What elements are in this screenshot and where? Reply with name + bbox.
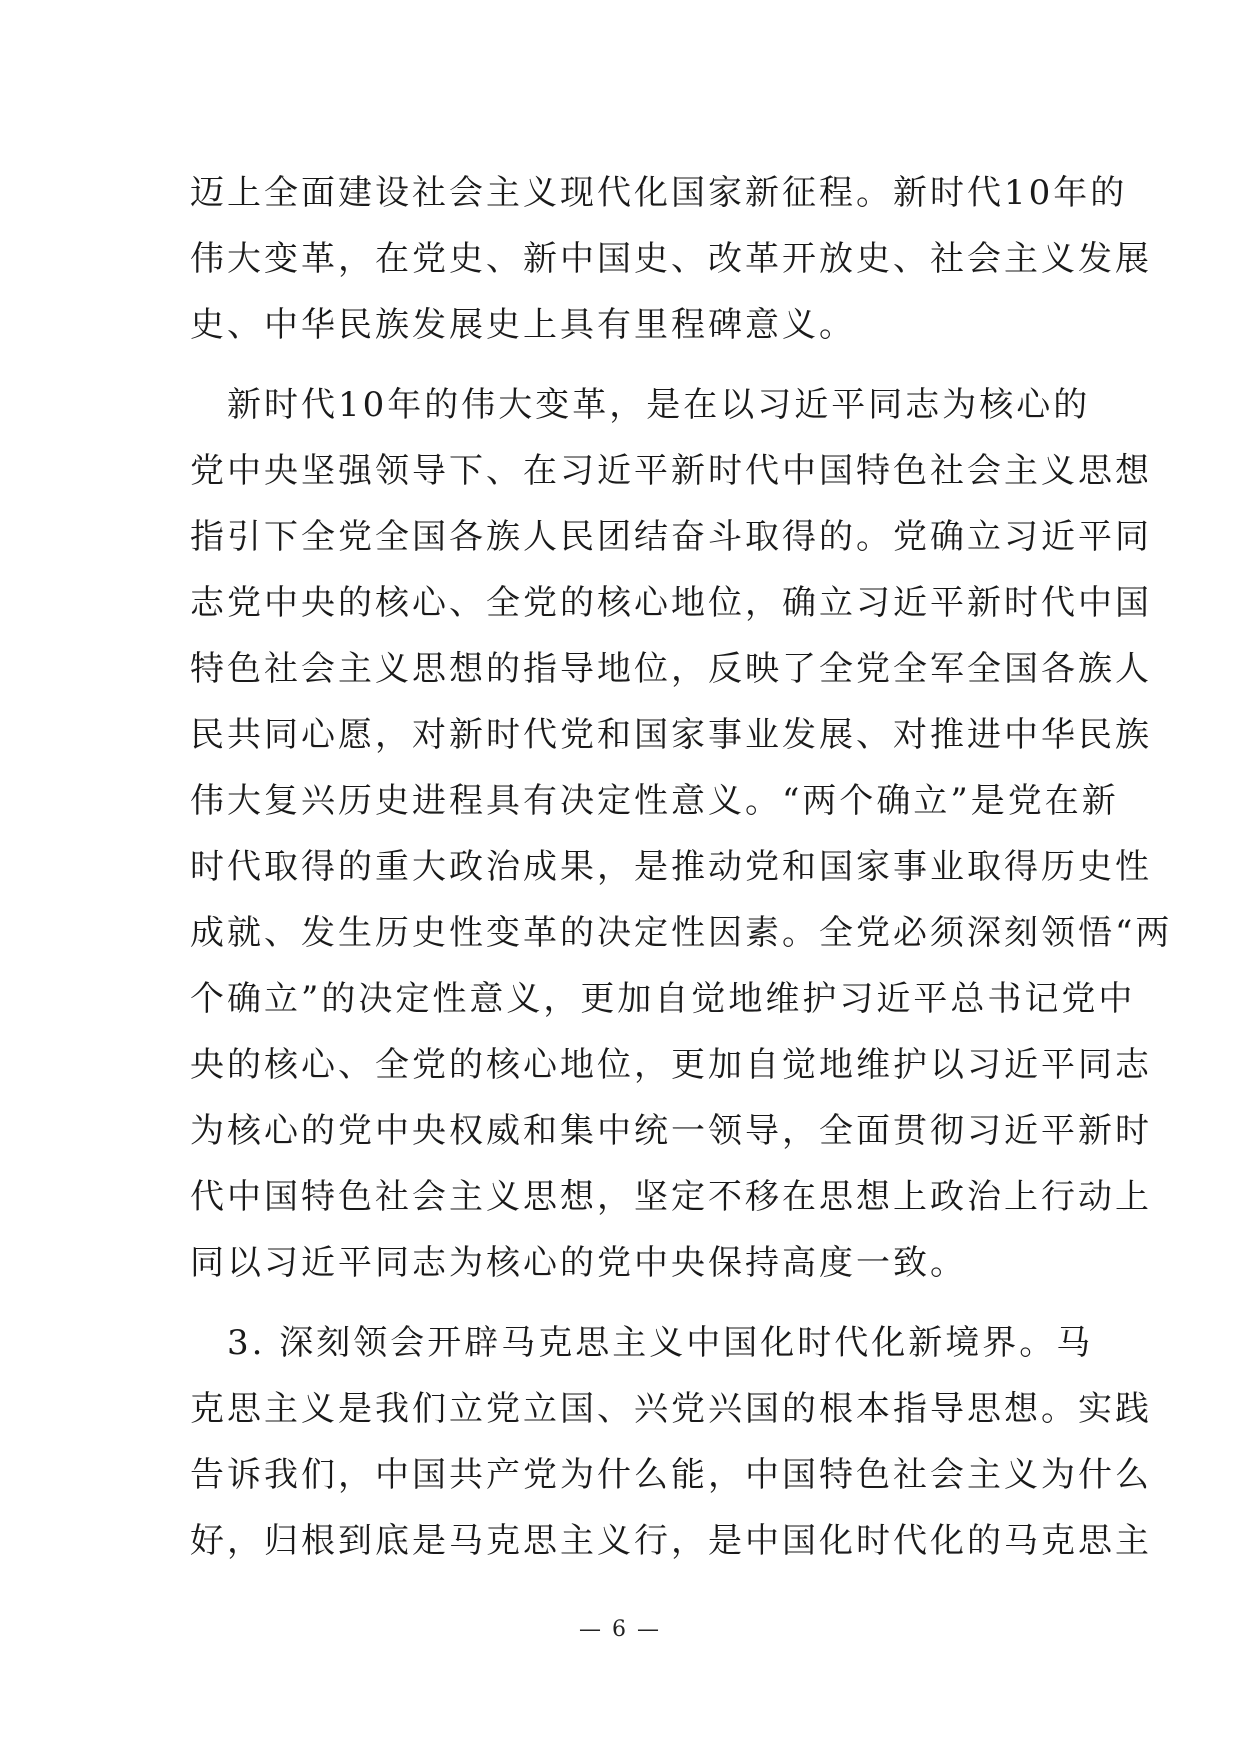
- paragraph-1: [190, 160, 1152, 358]
- text-line: 党中央坚强领导下、在习近平新时代中国特色社会主义思想: [190, 451, 1152, 491]
- paragraph-gap: [190, 358, 1056, 372]
- text-line: 史、中华民族发展史上具有里程碑意义。: [190, 305, 856, 345]
- document-body: [190, 160, 1173, 1574]
- text-line: 民共同心愿，对新时代党和国家事业发展、对推进中华民族: [190, 715, 1152, 755]
- text-line: 迈上全面建设社会主义现代化国家新征程。新时代10年的: [190, 173, 1128, 213]
- text-line: 新时代10年的伟大变革，是在以习近平同志为核心的: [190, 385, 1091, 425]
- text-line: 告诉我们，中国共产党为什么能，中国特色社会主义为什么: [190, 1455, 1152, 1495]
- text-line: 指引下全党全国各族人民团结奋斗取得的。党确立习近平同: [190, 517, 1152, 557]
- text-line: 克思主义是我们立党立国、兴党兴国的根本指导思想。实践: [190, 1389, 1152, 1429]
- page-number: — 6 —: [579, 1617, 661, 1642]
- text-line: 个确立”的决定性意义，更加自觉地维护习近平总书记党中: [190, 979, 1136, 1019]
- text-line: 为核心的党中央权威和集中统一领导，全面贯彻习近平新时: [190, 1111, 1152, 1151]
- text-line: 时代取得的重大政治成果，是推动党和国家事业取得历史性: [190, 847, 1152, 887]
- paragraph-gap: [190, 1296, 1056, 1310]
- text-line: 同以习近平同志为核心的党中央保持高度一致。: [190, 1243, 967, 1283]
- text-line: 代中国特色社会主义思想，坚定不移在思想上政治上行动上: [190, 1177, 1152, 1217]
- text-line: 伟大复兴历史进程具有决定性意义。“两个确立”是党在新: [190, 781, 1119, 821]
- text-line: 志党中央的核心、全党的核心地位，确立习近平新时代中国: [190, 583, 1152, 623]
- paragraph-2: [190, 372, 1173, 1296]
- paragraph-3: [190, 1310, 1152, 1574]
- text-line: 伟大变革，在党史、新中国史、改革开放史、社会主义发展: [190, 239, 1152, 279]
- text-line: 好，归根到底是马克思主义行，是中国化时代化的马克思主: [190, 1521, 1152, 1561]
- text-line: 特色社会主义思想的指导地位，反映了全党全军全国各族人: [190, 649, 1152, 689]
- text-line: 央的核心、全党的核心地位，更加自觉地维护以习近平同志: [190, 1045, 1152, 1085]
- text-line: 3. 深刻领会开辟马克思主义中国化时代化新境界。马: [190, 1323, 1094, 1363]
- text-line: 成就、发生历史性变革的决定性因素。全党必须深刻领悟“两: [190, 913, 1173, 953]
